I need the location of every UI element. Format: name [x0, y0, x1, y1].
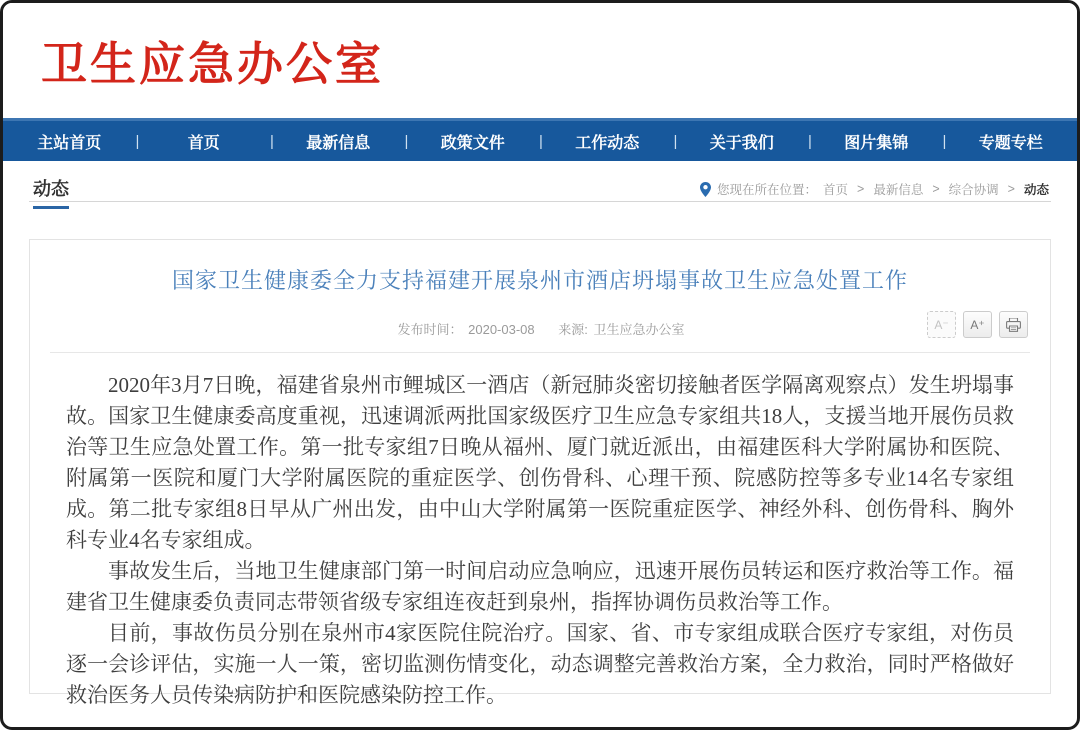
breadcrumb [700, 180, 1049, 198]
article-meta [30, 319, 1050, 338]
breadcrumb-separator: > [857, 182, 865, 196]
article-container [29, 239, 1051, 707]
breadcrumb-separator: > [1007, 182, 1015, 196]
font-increase-button[interactable]: A⁺ [963, 311, 992, 338]
breadcrumb-row [29, 161, 1051, 213]
article-toolbar [927, 311, 1028, 338]
printer-icon [1006, 318, 1021, 332]
location-pin-icon [700, 182, 711, 197]
source-value: 卫生应急办公室 [593, 322, 685, 337]
source-label: 来源: [558, 322, 588, 337]
nav-item-photo-gallery[interactable]: 图片集锦 [844, 134, 909, 152]
nav-item-home[interactable]: 首页 [187, 134, 220, 152]
article-paragraph: 目前，事故伤员分别在泉州市4家医院住院治疗。国家、省、市专家组成联合医疗专家组，对伤员逐一会诊评估，实施一人一策，密切监测伤情变化，动态调整完善救治方案，全力救治，同时严格做好救治医务人员传染病防护和医院感染防控工作。 [66, 621, 1014, 707]
section-title: 动态 [33, 175, 69, 209]
nav-separator: | [135, 132, 140, 150]
nav-item-latest-news[interactable]: 最新信息 [306, 134, 371, 152]
publish-time-label: 发布时间： [397, 322, 463, 337]
breadcrumb-link-home[interactable]: 首页 [823, 183, 849, 197]
nav-list [3, 121, 1077, 161]
location-label: 您现在所在位置： [716, 183, 817, 197]
breadcrumb-current: 动态 [1023, 183, 1049, 197]
font-decrease-button[interactable]: A⁻ [927, 311, 956, 338]
nav-separator: | [808, 132, 812, 150]
nav-item-special-topics[interactable]: 专题专栏 [978, 134, 1043, 152]
publish-time-value: 2020-03-08 [468, 322, 535, 337]
article-body [30, 353, 1050, 711]
nav-item-about-us[interactable]: 关于我们 [709, 134, 774, 152]
nav-separator: | [942, 132, 947, 150]
article-paragraph: 2020年3月7日晚，福建省泉州市鲤城区一酒店（新冠肺炎密切接触者医学隔离观察点）发生坍塌事故。国家卫生健康委高度重视，迅速调派两批国家级医疗卫生应急专家组共18人，支援当地开展伤员救治等卫生应急处置工作。第一批专家组7日晚从福州、厦门就近派出，由福建医科大学附属协和医院、附属第一医院和厦门大学附属医院的重症医学、创伤骨科、心理干预、院感防控等多专业14名专家组成。第二批专家组8日早从广州出发，由中山大学附属第一医院重症医学、神经外科、创伤骨科、胸外科专业4名专家组成。 [66, 373, 1014, 552]
nav-separator: | [673, 132, 678, 150]
article-paragraph: 事故发生后，当地卫生健康部门第一时间启动应急响应，迅速开展伤员转运和医疗救治等工作。福建省卫生健康委负责同志带领省级专家组连夜赶到泉州，指挥协调伤员救治等工作。 [66, 559, 1014, 614]
nav-item-main-home[interactable]: 主站首页 [37, 134, 102, 152]
breadcrumb-separator: > [932, 182, 940, 196]
article-title: 国家卫生健康委全力支持福建开展泉州市酒店坍塌事故卫生应急处置工作 [171, 268, 908, 293]
nav-separator: | [539, 132, 543, 150]
breadcrumb-link-latest-news[interactable]: 最新信息 [873, 183, 924, 197]
nav-item-policy-documents[interactable]: 政策文件 [440, 134, 505, 152]
site-logo: 卫生应急办公室 [41, 37, 384, 90]
nav-separator: | [404, 132, 409, 150]
breadcrumb-link-coordination[interactable]: 综合协调 [948, 183, 999, 197]
breadcrumb-divider [29, 201, 1051, 202]
print-button[interactable] [999, 311, 1028, 338]
site-header [3, 3, 1077, 118]
main-nav [3, 118, 1077, 161]
nav-separator: | [270, 132, 274, 150]
nav-item-work-updates[interactable]: 工作动态 [575, 134, 640, 152]
